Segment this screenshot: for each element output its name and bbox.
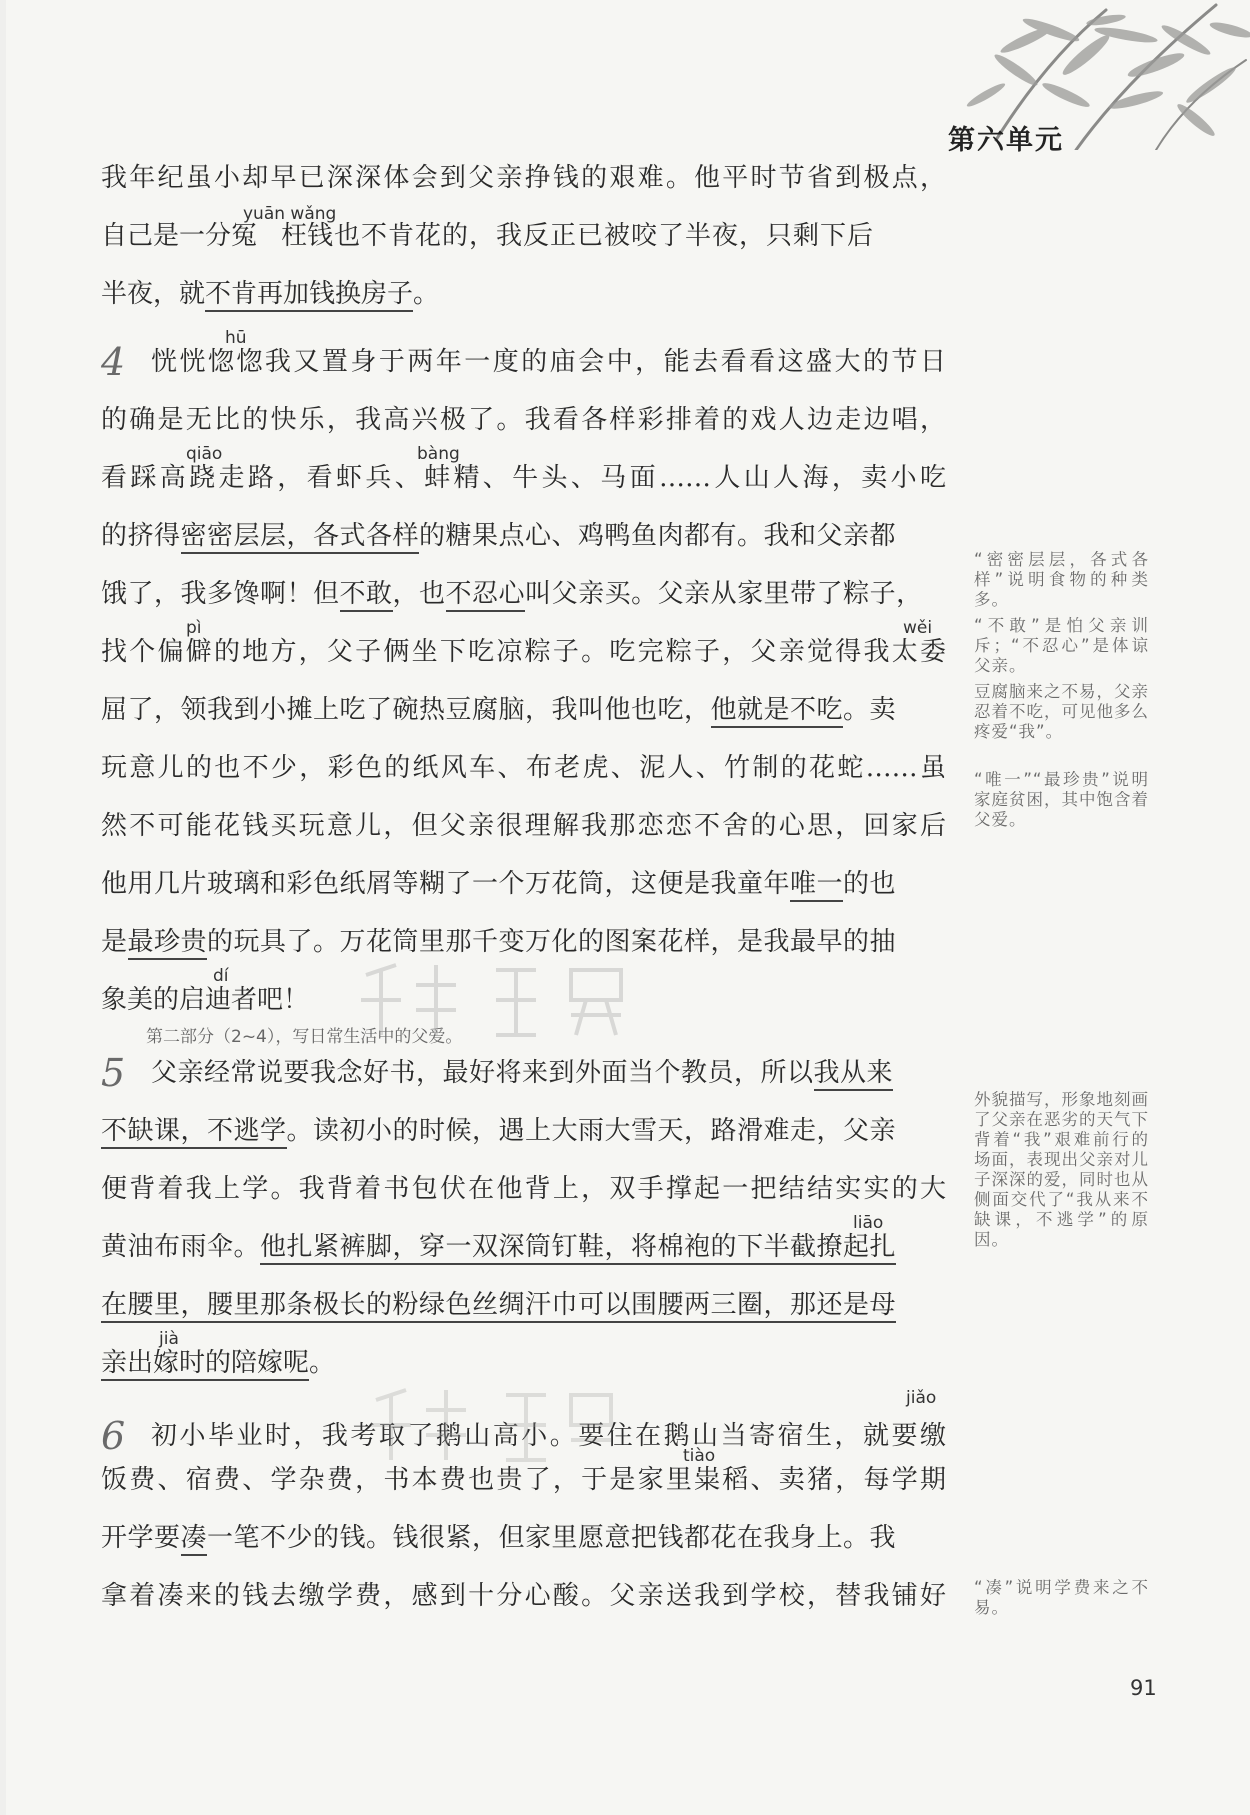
pinyin-annotation: qiāo: [186, 444, 223, 464]
underlined-text: 密密层层，各式各样: [181, 521, 420, 554]
text-line: 我年纪虽小却早已深深体会到父亲挣钱的艰难。他平时节省到极点，: [101, 163, 946, 193]
watermark-stamp: [356, 1380, 616, 1470]
underlined-text: 我从来: [814, 1058, 894, 1091]
text-line: 象美的启迪者吧！: [101, 985, 310, 1015]
text-span: 一笔不少的钱。钱很紧，但家里愿意把钱都花在我身上。我: [207, 1523, 897, 1553]
text-line: [101, 1343, 946, 1383]
pinyin-annotation: tiào: [683, 1446, 716, 1466]
text-span: 自己是一分: [101, 221, 232, 251]
paragraph-number: 4: [101, 340, 126, 384]
text-span: 是: [101, 927, 128, 957]
text-span: 钱也不肯花的，我反正已被咬了半夜，只剩下后: [307, 221, 875, 251]
margin-note: “密密层层，各式各样”说明食物的种类多。: [974, 550, 1149, 609]
text-line: [101, 1053, 946, 1093]
text-line: 恍恍惚惚我又置身于两年一度的庙会中，能去看看这盛大的节日: [151, 347, 946, 377]
text-line: [101, 1518, 946, 1558]
margin-note: 豆腐脑来之不易，父亲忍着不吃，可见他多么疼爱“我”。: [974, 682, 1149, 741]
text-line: [101, 574, 946, 614]
text-span: 的挤得: [101, 521, 181, 551]
text-span: 。: [309, 1348, 336, 1378]
underlined-text: 他扎紧裤脚，穿一双深筒钉鞋，将棉袍的下半截撩起扎: [260, 1232, 896, 1265]
text-line: [101, 690, 946, 730]
text-line: 饭费、宿费、学杂费，书本费也贵了，于是家里粜稻、卖猪，每学期: [101, 1465, 946, 1495]
margin-note: “不敢”是怕父亲训斥；“不忍心”是体谅父亲。: [974, 616, 1149, 675]
paragraph-number: 5: [101, 1051, 126, 1095]
text-line: [101, 1111, 946, 1151]
section-summary-note: 第二部分（2~4），写日常生活中的父爱。: [146, 1027, 463, 1047]
pinyin-annotation: yuān wǎng: [243, 204, 337, 224]
text-span: 开学要: [101, 1523, 181, 1553]
pinyin-annotation: wěi: [903, 618, 933, 638]
pinyin-annotation: jiǎo: [906, 1388, 937, 1408]
pinyin-annotation: liāo: [853, 1213, 884, 1233]
underlined-text: 亲出嫁时的陪嫁呢: [101, 1348, 309, 1381]
text-span: 的糖果点心、鸡鸭鱼肉都有。我和父亲都: [419, 521, 897, 551]
underlined-text: 在腰里，腰里那条极长的粉绿色丝绸汗巾可以围腰两三圈，那还是母: [101, 1290, 896, 1323]
text-line: 看踩高跷走路，看虾兵、蚌精、牛头、马面……人山人海，卖小吃: [101, 463, 946, 493]
text-line: 然不可能花钱买玩意儿，但父亲很理解我那恋恋不舍的心思，回家后: [101, 811, 946, 841]
text-line: 便背着我上学。我背着书包伏在他背上，双手撑起一把结结实实的大: [101, 1174, 946, 1204]
text-span: 。卖: [843, 695, 897, 725]
text-line: [101, 216, 946, 256]
watermark-stamp: [346, 955, 646, 1045]
page-number: 91: [1130, 1676, 1157, 1700]
text-span: 冤: [231, 221, 258, 251]
text-line: [101, 516, 946, 556]
text-span: 叫父亲买。父亲从家里带了粽子，: [525, 579, 923, 609]
margin-note: “唯一”“最珍贵”说明家庭贫困，其中饱含着父爱。: [974, 770, 1149, 829]
text-span: 。: [413, 279, 440, 309]
text-line: 初小毕业时，我考取了鹅山高小。要住在鹅山当寄宿生，就要缴: [151, 1421, 946, 1451]
underlined-text: 不忍心: [446, 579, 526, 612]
text-span: 饿了，我多馋啊！但: [101, 579, 340, 609]
paragraph-number: 6: [101, 1414, 126, 1458]
pinyin-annotation: pì: [186, 618, 202, 638]
pinyin-annotation: bàng: [417, 444, 460, 464]
pinyin-annotation: jià: [159, 1329, 179, 1349]
text-span: 屈了，领我到小摊上吃了碗热豆腐脑，我叫他也吃，: [101, 695, 711, 725]
text-line: 拿着凑来的钱去缴学费，感到十分心酸。父亲送我到学校，替我铺好: [101, 1581, 946, 1611]
text-line: [101, 864, 946, 904]
underlined-text: 他就是不吃: [711, 695, 844, 728]
text-line: [101, 274, 946, 314]
pinyin-annotation: dí: [213, 966, 229, 986]
text-span: 黄油布雨伞。: [101, 1232, 261, 1262]
text-span: ，也: [392, 579, 446, 609]
underlined-text: 凑: [181, 1523, 208, 1556]
text-span: 的也: [843, 869, 897, 899]
textbook-page: [6, 0, 1250, 1815]
text-span: 父亲经常说要我念好书，最好将来到外面当个教员，所以: [151, 1058, 814, 1088]
text-line: 找个偏僻的地方，父子俩坐下吃凉粽子。吃完粽子，父亲觉得我太委: [101, 637, 946, 667]
text-span: 半夜，就: [101, 279, 206, 309]
text-line: [101, 1227, 946, 1267]
margin-note: 外貌描写，形象地刻画了父亲在恶劣的天气下背着“我”艰难前行的场面，表现出父亲对儿子深深的爱，同时也从侧面交代了“我从来不缺课，不逃学”的原因。: [974, 1090, 1149, 1249]
underlined-text: 不敢: [340, 579, 393, 612]
underlined-text: 最珍贵: [128, 927, 208, 960]
text-line: [101, 1285, 946, 1325]
text-line: 的确是无比的快乐，我高兴极了。我看各样彩排着的戏人边走边唱，: [101, 405, 946, 435]
text-span: 。读初小的时候，遇上大雨大雪天，路滑难走，父亲: [286, 1116, 897, 1146]
underlined-text: 不肯再加钱换房子: [205, 279, 413, 312]
text-span: 的玩具了。万花筒里那千变万化的图案花样，是我最早的抽: [207, 927, 897, 957]
margin-note: “凑”说明学费来之不易。: [974, 1578, 1149, 1617]
unit-title: 第六单元: [948, 125, 1064, 156]
pinyin-annotation: hū: [225, 328, 247, 348]
underlined-text: 唯一: [790, 869, 843, 902]
text-line: 玩意儿的也不少，彩色的纸风车、布老虎、泥人、竹制的花蛇……虽: [101, 753, 946, 783]
text-span: 他用几片玻璃和彩色纸屑等糊了一个万花筒，这便是我童年: [101, 869, 791, 899]
underlined-text: 不缺课，不逃学: [101, 1116, 287, 1149]
text-span: 枉: [281, 221, 308, 251]
